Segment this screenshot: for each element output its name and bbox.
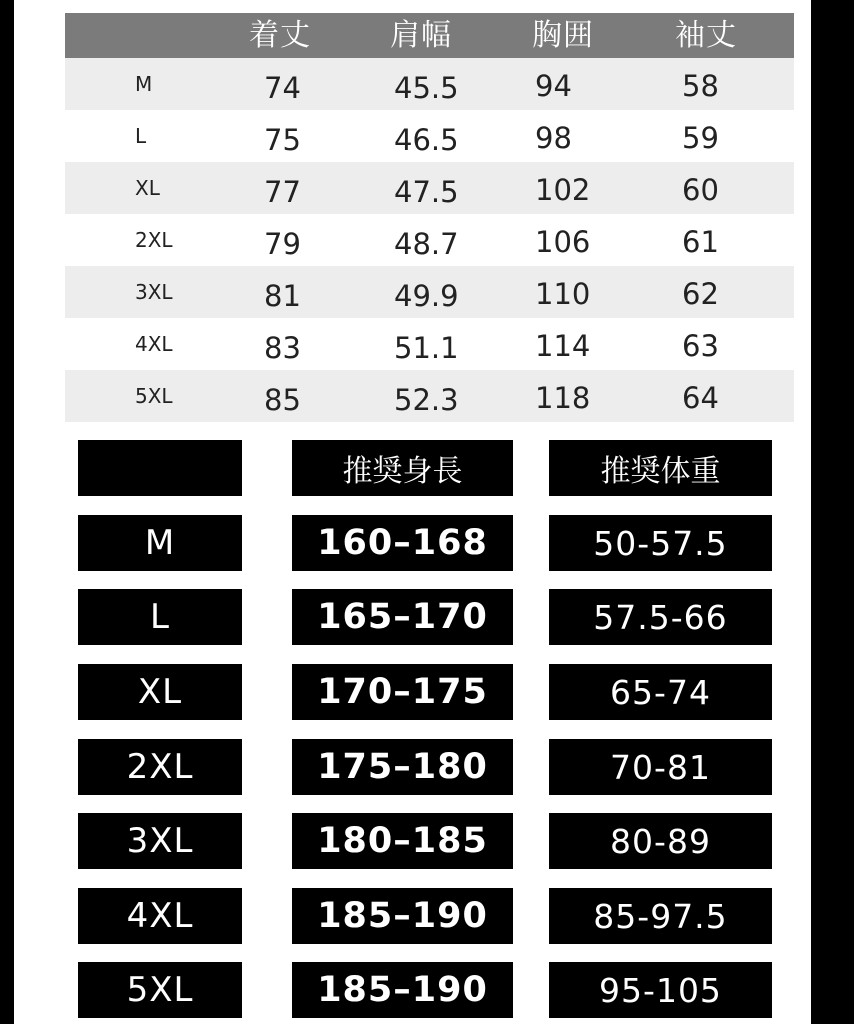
height-range: 175–180 — [292, 739, 513, 795]
measurement-table — [65, 13, 794, 422]
table-row — [65, 58, 794, 110]
size-label: 3XL — [78, 813, 242, 869]
table-row — [65, 110, 794, 162]
measurement-table-header — [65, 13, 794, 58]
weight-range: 85-97.5 — [549, 888, 772, 944]
length-value: 81 — [264, 279, 301, 313]
sleeve-value: 62 — [682, 277, 719, 311]
weight-range: 65-74 — [549, 664, 772, 720]
table-row — [65, 162, 794, 214]
table-row — [65, 370, 794, 422]
header-sleeve: 袖丈 — [675, 18, 737, 53]
header-length: 着丈 — [249, 18, 311, 53]
sleeve-value: 64 — [682, 381, 719, 415]
size-label: M — [135, 72, 153, 96]
right-border — [811, 0, 854, 1024]
size-label: M — [78, 515, 242, 571]
sleeve-value: 63 — [682, 329, 719, 363]
size-label: 2XL — [78, 739, 242, 795]
sleeve-value: 61 — [682, 225, 719, 259]
size-label: L — [135, 124, 147, 148]
length-value: 75 — [264, 123, 301, 157]
chest-value: 118 — [535, 381, 591, 415]
header-recommended-height: 推奨身長 — [292, 440, 513, 496]
sleeve-value: 60 — [682, 173, 719, 207]
weight-range: 80-89 — [549, 813, 772, 869]
size-label: XL — [78, 664, 242, 720]
height-range: 160–168 — [292, 515, 513, 571]
weight-range: 70-81 — [549, 739, 772, 795]
shoulder-value: 46.5 — [394, 123, 459, 157]
size-label: L — [78, 589, 242, 645]
header-shoulder: 肩幅 — [390, 18, 452, 53]
size-chart-page — [14, 0, 811, 1024]
shoulder-value: 49.9 — [394, 279, 459, 313]
table-row — [65, 318, 794, 370]
length-value: 83 — [264, 331, 301, 365]
shoulder-value: 47.5 — [394, 175, 459, 209]
shoulder-value: 48.7 — [394, 227, 459, 261]
shoulder-value: 52.3 — [394, 383, 459, 417]
table-row — [65, 266, 794, 318]
length-value: 79 — [264, 227, 301, 261]
sleeve-value: 58 — [682, 69, 719, 103]
length-value: 85 — [264, 383, 301, 417]
size-label: 5XL — [78, 962, 242, 1018]
size-label: 2XL — [135, 228, 173, 252]
header-recommended-weight: 推奨体重 — [549, 440, 772, 496]
length-value: 74 — [264, 71, 301, 105]
weight-range: 50-57.5 — [549, 515, 772, 571]
sleeve-value: 59 — [682, 121, 719, 155]
height-range: 185–190 — [292, 888, 513, 944]
header-chest: 胸囲 — [532, 18, 594, 53]
weight-range: 95-105 — [549, 962, 772, 1018]
height-range: 185–190 — [292, 962, 513, 1018]
height-range: 180–185 — [292, 813, 513, 869]
chest-value: 94 — [535, 69, 572, 103]
chest-value: 106 — [535, 225, 591, 259]
header-blank-cell — [78, 440, 242, 496]
length-value: 77 — [264, 175, 301, 209]
chest-value: 114 — [535, 329, 591, 363]
table-row — [65, 214, 794, 266]
chest-value: 102 — [535, 173, 591, 207]
size-label: XL — [135, 176, 160, 200]
size-label: 3XL — [135, 280, 173, 304]
shoulder-value: 51.1 — [394, 331, 459, 365]
size-label: 4XL — [135, 332, 173, 356]
size-label: 5XL — [135, 384, 173, 408]
shoulder-value: 45.5 — [394, 71, 459, 105]
chest-value: 98 — [535, 121, 572, 155]
height-range: 165–170 — [292, 589, 513, 645]
size-label: 4XL — [78, 888, 242, 944]
chest-value: 110 — [535, 277, 591, 311]
height-range: 170–175 — [292, 664, 513, 720]
weight-range: 57.5-66 — [549, 589, 772, 645]
